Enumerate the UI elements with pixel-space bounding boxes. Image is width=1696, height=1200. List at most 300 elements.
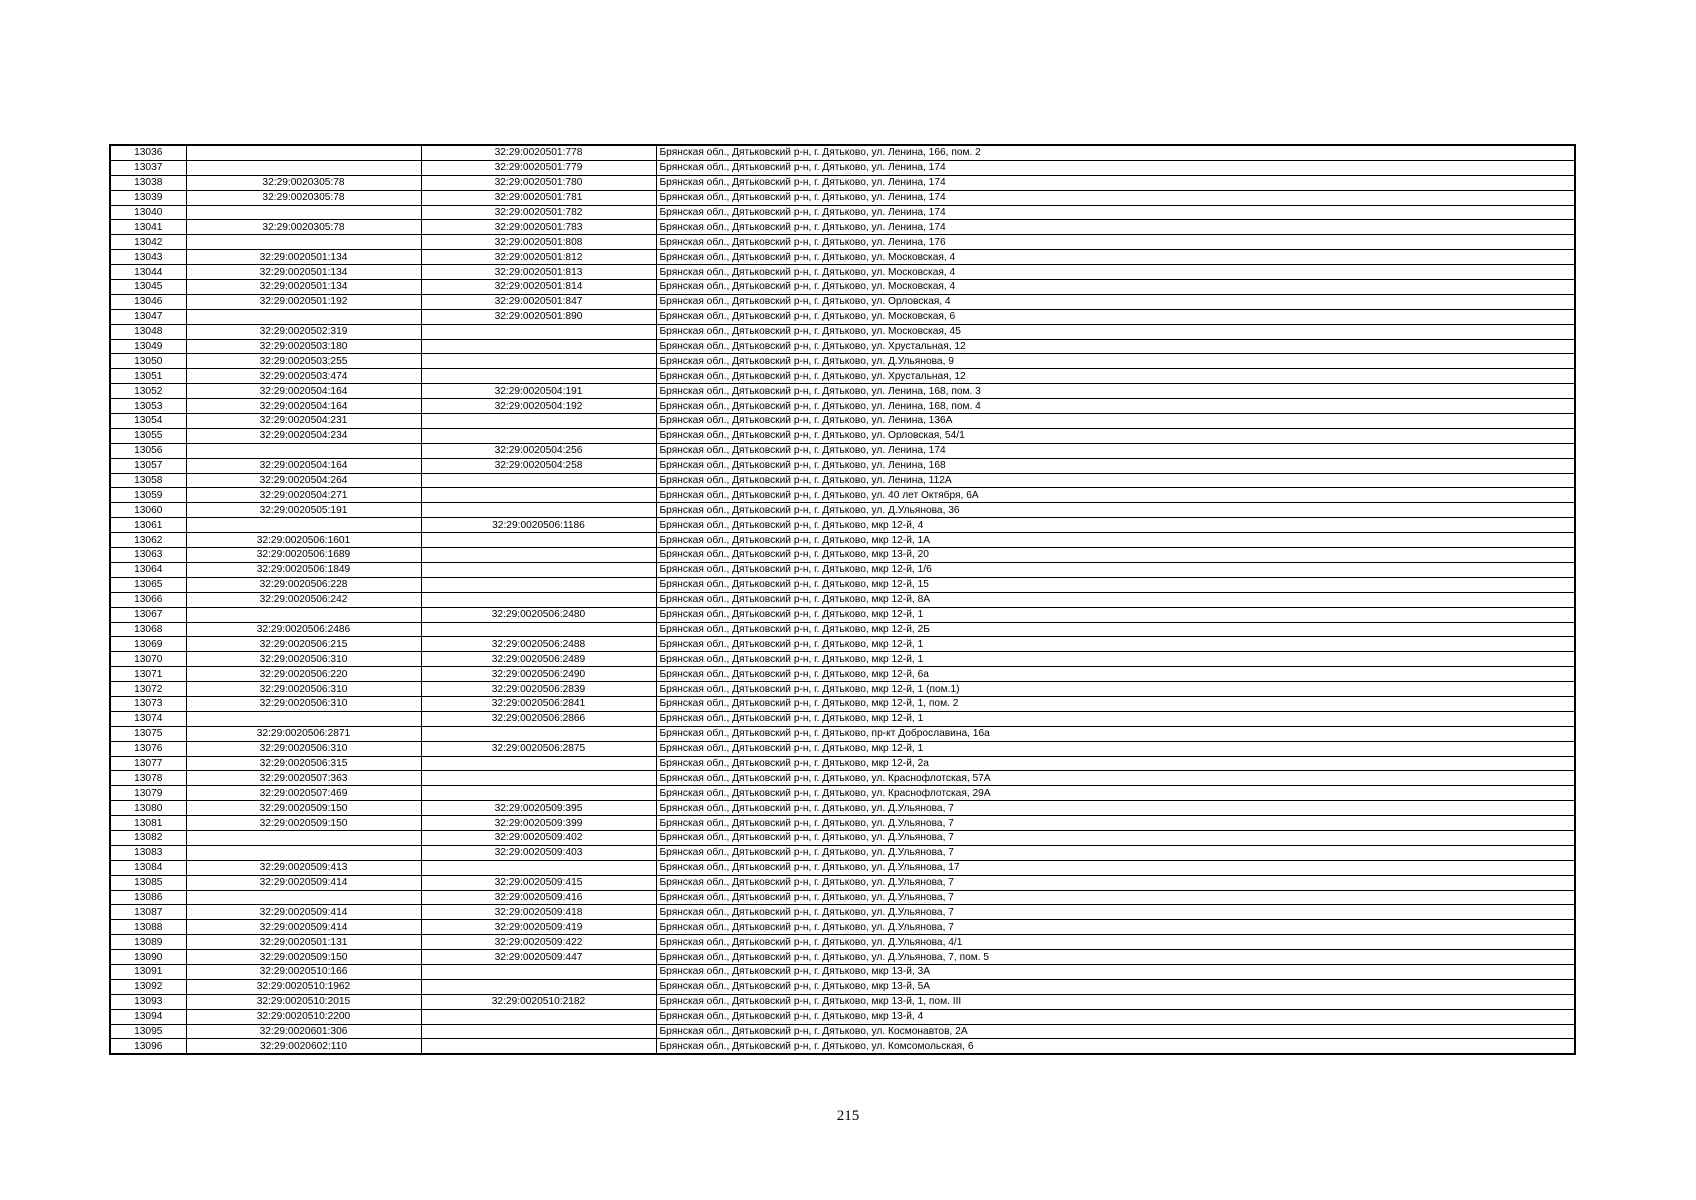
parent-cadastral-number-cell: 32:29:0020507:469 [186, 786, 421, 801]
cadastral-number-cell [421, 533, 656, 548]
table-row [110, 741, 1575, 756]
address-cell: Брянская обл., Дятьковский р-н, г. Дятьково, ул. Ленина, 176 [656, 235, 1575, 250]
address-cell: Брянская обл., Дятьковский р-н, г. Дятьково, ул. Орловская, 54/1 [656, 428, 1575, 443]
parent-cadastral-number-cell: 32:29:0020506:220 [186, 667, 421, 682]
parent-cadastral-number-cell: 32:29:0020510:2200 [186, 1009, 421, 1024]
cadastral-number-cell: 32:29:0020506:2490 [421, 667, 656, 682]
address-cell: Брянская обл., Дятьковский р-н, г. Дятьково, ул. Хрустальная, 12 [656, 339, 1575, 354]
table-row [110, 592, 1575, 607]
parent-cadastral-number-cell [186, 160, 421, 175]
table-row [110, 205, 1575, 220]
table-row [110, 979, 1575, 994]
table-row [110, 160, 1575, 175]
address-cell: Брянская обл., Дятьковский р-н, г. Дятьково, ул. Ленина, 166, пом. 2 [656, 145, 1575, 160]
address-cell: Брянская обл., Дятьковский р-н, г. Дятьково, мкр 12-й, 1 [656, 711, 1575, 726]
parent-cadastral-number-cell [186, 145, 421, 160]
cadastral-number-cell: 32:29:0020501:847 [421, 294, 656, 309]
cadastral-number-cell: 32:29:0020509:402 [421, 830, 656, 845]
parent-cadastral-number-cell [186, 518, 421, 533]
address-cell: Брянская обл., Дятьковский р-н, г. Дятьково, мкр 12-й, 1 (пом.1) [656, 682, 1575, 697]
cadastral-number-cell: 32:29:0020509:403 [421, 845, 656, 860]
row-number-cell: 13072 [110, 682, 186, 697]
table-row [110, 682, 1575, 697]
row-number-cell: 13054 [110, 414, 186, 429]
cadastral-number-cell: 32:29:0020506:2841 [421, 696, 656, 711]
table-row [110, 652, 1575, 667]
cadastral-number-cell: 32:29:0020509:418 [421, 905, 656, 920]
parent-cadastral-number-cell: 32:29:0020506:2871 [186, 726, 421, 741]
parent-cadastral-number-cell: 32:29:0020504:164 [186, 384, 421, 399]
cadastral-number-cell [421, 622, 656, 637]
row-number-cell: 13039 [110, 190, 186, 205]
table-row [110, 622, 1575, 637]
cadastral-number-cell [421, 548, 656, 563]
table-row [110, 920, 1575, 935]
parent-cadastral-number-cell: 32:29:0020503:474 [186, 369, 421, 384]
table-row [110, 428, 1575, 443]
row-number-cell: 13064 [110, 562, 186, 577]
address-cell: Брянская обл., Дятьковский р-н, г. Дятьково, ул. Ленина, 174 [656, 160, 1575, 175]
address-cell: Брянская обл., Дятьковский р-н, г. Дятьково, ул. Д.Ульянова, 7, пом. 5 [656, 950, 1575, 965]
cadastral-number-cell: 32:29:0020506:2480 [421, 607, 656, 622]
cadastral-number-cell [421, 1009, 656, 1024]
address-cell: Брянская обл., Дятьковский р-н, г. Дятьково, ул. Ленина, 174 [656, 190, 1575, 205]
address-cell: Брянская обл., Дятьковский р-н, г. Дятьково, ул. Д.Ульянова, 7 [656, 905, 1575, 920]
address-cell: Брянская обл., Дятьковский р-н, г. Дятьково, мкр 12-й, 2Б [656, 622, 1575, 637]
table-row [110, 414, 1575, 429]
table-row [110, 548, 1575, 563]
address-cell: Брянская обл., Дятьковский р-н, г. Дятьково, ул. Д.Ульянова, 7 [656, 845, 1575, 860]
table-row [110, 518, 1575, 533]
cadastral-number-cell [421, 414, 656, 429]
address-cell: Брянская обл., Дятьковский р-н, г. Дятьково, мкр 12-й, 1 [656, 652, 1575, 667]
row-number-cell: 13068 [110, 622, 186, 637]
parent-cadastral-number-cell [186, 235, 421, 250]
row-number-cell: 13048 [110, 324, 186, 339]
table-row [110, 950, 1575, 965]
address-cell: Брянская обл., Дятьковский р-н, г. Дятьково, ул. Московская, 4 [656, 250, 1575, 265]
address-cell: Брянская обл., Дятьковский р-н, г. Дятьково, ул. Д.Ульянова, 7 [656, 801, 1575, 816]
parent-cadastral-number-cell: 32:29:0020510:166 [186, 964, 421, 979]
row-number-cell: 13096 [110, 1039, 186, 1054]
cadastral-number-cell: 32:29:0020509:447 [421, 950, 656, 965]
table-row [110, 235, 1575, 250]
row-number-cell: 13086 [110, 890, 186, 905]
table-row [110, 533, 1575, 548]
table-row [110, 845, 1575, 860]
cadastral-number-cell [421, 428, 656, 443]
address-cell: Брянская обл., Дятьковский р-н, г. Дятьково, ул. Д.Ульянова, 7 [656, 875, 1575, 890]
cadastral-number-cell: 32:29:0020501:782 [421, 205, 656, 220]
parent-cadastral-number-cell: 32:29:0020504:164 [186, 399, 421, 414]
parent-cadastral-number-cell: 32:29:0020509:150 [186, 950, 421, 965]
parent-cadastral-number-cell: 32:29:0020507:363 [186, 771, 421, 786]
address-cell: Брянская обл., Дятьковский р-н, г. Дятьково, ул. Краснофлотская, 29А [656, 786, 1575, 801]
table-row [110, 250, 1575, 265]
table-row [110, 905, 1575, 920]
address-cell: Брянская обл., Дятьковский р-н, г. Дятьково, мкр 12-й, 1/6 [656, 562, 1575, 577]
parent-cadastral-number-cell: 32:29:0020506:1601 [186, 533, 421, 548]
parent-cadastral-number-cell: 32:29:0020506:1849 [186, 562, 421, 577]
parent-cadastral-number-cell [186, 205, 421, 220]
address-cell: Брянская обл., Дятьковский р-н, г. Дятьково, мкр 12-й, 6а [656, 667, 1575, 682]
cadastral-number-cell: 32:29:0020506:2488 [421, 637, 656, 652]
cadastral-number-cell [421, 354, 656, 369]
cadastral-number-cell [421, 1024, 656, 1039]
row-number-cell: 13053 [110, 399, 186, 414]
parent-cadastral-number-cell: 32:29:0020601:306 [186, 1024, 421, 1039]
row-number-cell: 13078 [110, 771, 186, 786]
cadastral-number-cell: 32:29:0020501:783 [421, 220, 656, 235]
row-number-cell: 13060 [110, 503, 186, 518]
cadastral-number-cell: 32:29:0020506:2839 [421, 682, 656, 697]
table-row [110, 1024, 1575, 1039]
row-number-cell: 13047 [110, 309, 186, 324]
cadastral-number-cell: 32:29:0020501:808 [421, 235, 656, 250]
parent-cadastral-number-cell: 32:29:0020510:1962 [186, 979, 421, 994]
cadastral-number-cell: 32:29:0020504:258 [421, 458, 656, 473]
cadastral-number-cell: 32:29:0020506:2866 [421, 711, 656, 726]
parent-cadastral-number-cell: 32:29:0020504:264 [186, 473, 421, 488]
parent-cadastral-number-cell: 32:29:0020602:110 [186, 1039, 421, 1054]
parent-cadastral-number-cell: 32:29:0020501:131 [186, 935, 421, 950]
row-number-cell: 13079 [110, 786, 186, 801]
parent-cadastral-number-cell: 32:29:0020506:2486 [186, 622, 421, 637]
row-number-cell: 13043 [110, 250, 186, 265]
table-row [110, 280, 1575, 295]
table-row [110, 145, 1575, 160]
row-number-cell: 13095 [110, 1024, 186, 1039]
address-cell: Брянская обл., Дятьковский р-н, г. Дятьково, ул. Ленина, 168 [656, 458, 1575, 473]
cadastral-number-cell: 32:29:0020504:192 [421, 399, 656, 414]
table-row [110, 488, 1575, 503]
table-row [110, 175, 1575, 190]
cadastral-number-cell: 32:29:0020501:814 [421, 280, 656, 295]
parent-cadastral-number-cell: 32:29:0020506:228 [186, 577, 421, 592]
cadastral-number-cell [421, 592, 656, 607]
row-number-cell: 13066 [110, 592, 186, 607]
cadastral-number-cell: 32:29:0020509:399 [421, 816, 656, 831]
table-row [110, 190, 1575, 205]
address-cell: Брянская обл., Дятьковский р-н, г. Дятьково, ул. Д.Ульянова, 4/1 [656, 935, 1575, 950]
parent-cadastral-number-cell: 32:29:0020506:215 [186, 637, 421, 652]
table-row [110, 696, 1575, 711]
parent-cadastral-number-cell: 32:29:0020501:134 [186, 265, 421, 280]
table-row [110, 1009, 1575, 1024]
parent-cadastral-number-cell: 32:29:0020506:310 [186, 682, 421, 697]
cadastral-number-cell [421, 503, 656, 518]
parent-cadastral-number-cell: 32:29:0020504:231 [186, 414, 421, 429]
cadastral-number-cell: 32:29:0020501:779 [421, 160, 656, 175]
cadastral-number-cell: 32:29:0020501:890 [421, 309, 656, 324]
parent-cadastral-number-cell: 32:29:0020510:2015 [186, 994, 421, 1009]
cadastral-number-cell: 32:29:0020501:812 [421, 250, 656, 265]
parent-cadastral-number-cell: 32:29:0020501:134 [186, 250, 421, 265]
row-number-cell: 13081 [110, 816, 186, 831]
cadastral-number-cell [421, 577, 656, 592]
parent-cadastral-number-cell: 32:29:0020305:78 [186, 220, 421, 235]
parent-cadastral-number-cell [186, 443, 421, 458]
address-cell: Брянская обл., Дятьковский р-н, г. Дятьково, ул. Ленина, 112А [656, 473, 1575, 488]
address-cell: Брянская обл., Дятьковский р-н, г. Дятьково, ул. 40 лет Октября, 6А [656, 488, 1575, 503]
table-row [110, 726, 1575, 741]
cadastral-number-cell [421, 473, 656, 488]
row-number-cell: 13046 [110, 294, 186, 309]
address-cell: Брянская обл., Дятьковский р-н, г. Дятьково, ул. Ленина, 174 [656, 443, 1575, 458]
parent-cadastral-number-cell: 32:29:0020509:150 [186, 801, 421, 816]
row-number-cell: 13093 [110, 994, 186, 1009]
parent-cadastral-number-cell: 32:29:0020506:310 [186, 696, 421, 711]
address-cell: Брянская обл., Дятьковский р-н, г. Дятьково, мкр 13-й, 3А [656, 964, 1575, 979]
table-row [110, 890, 1575, 905]
parent-cadastral-number-cell: 32:29:0020506:1689 [186, 548, 421, 563]
table-row [110, 473, 1575, 488]
table-row [110, 935, 1575, 950]
row-number-cell: 13038 [110, 175, 186, 190]
parent-cadastral-number-cell: 32:29:0020504:164 [186, 458, 421, 473]
parent-cadastral-number-cell: 32:29:0020506:315 [186, 756, 421, 771]
table-row [110, 458, 1575, 473]
cadastral-number-cell [421, 324, 656, 339]
row-number-cell: 13080 [110, 801, 186, 816]
row-number-cell: 13055 [110, 428, 186, 443]
table-row [110, 369, 1575, 384]
address-cell: Брянская обл., Дятьковский р-н, г. Дятьково, ул. Ленина, 174 [656, 175, 1575, 190]
cadastral-number-cell [421, 726, 656, 741]
row-number-cell: 13058 [110, 473, 186, 488]
address-cell: Брянская обл., Дятьковский р-н, г. Дятьково, ул. Ленина, 136А [656, 414, 1575, 429]
address-cell: Брянская обл., Дятьковский р-н, г. Дятьково, ул. Хрустальная, 12 [656, 369, 1575, 384]
parent-cadastral-number-cell: 32:29:0020506:310 [186, 652, 421, 667]
row-number-cell: 13089 [110, 935, 186, 950]
address-cell: Брянская обл., Дятьковский р-н, г. Дятьково, ул. Ленина, 168, пом. 3 [656, 384, 1575, 399]
row-number-cell: 13065 [110, 577, 186, 592]
address-cell: Брянская обл., Дятьковский р-н, г. Дятьково, ул. Ленина, 168, пом. 4 [656, 399, 1575, 414]
cadastral-number-cell [421, 562, 656, 577]
cadastral-number-cell [421, 979, 656, 994]
row-number-cell: 13071 [110, 667, 186, 682]
table-row [110, 562, 1575, 577]
table-row [110, 607, 1575, 622]
table-row [110, 220, 1575, 235]
table-row [110, 786, 1575, 801]
row-number-cell: 13083 [110, 845, 186, 860]
table-row [110, 294, 1575, 309]
row-number-cell: 13092 [110, 979, 186, 994]
table-row [110, 339, 1575, 354]
cadastral-number-cell: 32:29:0020501:813 [421, 265, 656, 280]
row-number-cell: 13084 [110, 860, 186, 875]
row-number-cell: 13040 [110, 205, 186, 220]
row-number-cell: 13067 [110, 607, 186, 622]
row-number-cell: 13077 [110, 756, 186, 771]
row-number-cell: 13074 [110, 711, 186, 726]
row-number-cell: 13042 [110, 235, 186, 250]
address-cell: Брянская обл., Дятьковский р-н, г. Дятьково, ул. Д.Ульянова, 7 [656, 830, 1575, 845]
address-cell: Брянская обл., Дятьковский р-н, г. Дятьково, мкр 12-й, 4 [656, 518, 1575, 533]
cadastral-number-cell [421, 786, 656, 801]
parent-cadastral-number-cell: 32:29:0020506:242 [186, 592, 421, 607]
row-number-cell: 13049 [110, 339, 186, 354]
address-cell: Брянская обл., Дятьковский р-н, г. Дятьково, мкр 12-й, 1 [656, 741, 1575, 756]
parent-cadastral-number-cell: 32:29:0020509:150 [186, 816, 421, 831]
cadastral-number-cell [421, 756, 656, 771]
page-number: 215 [836, 1108, 860, 1124]
table-row [110, 309, 1575, 324]
cadastral-number-cell: 32:29:0020504:191 [421, 384, 656, 399]
parent-cadastral-number-cell: 32:29:0020509:414 [186, 920, 421, 935]
cadastral-number-cell: 32:29:0020501:781 [421, 190, 656, 205]
parent-cadastral-number-cell: 32:29:0020509:414 [186, 905, 421, 920]
register-table-body [110, 145, 1575, 1054]
row-number-cell: 13069 [110, 637, 186, 652]
parent-cadastral-number-cell: 32:29:0020305:78 [186, 190, 421, 205]
parent-cadastral-number-cell [186, 309, 421, 324]
row-number-cell: 13036 [110, 145, 186, 160]
cadastral-number-cell [421, 488, 656, 503]
table-row [110, 860, 1575, 875]
table-row [110, 443, 1575, 458]
table-row [110, 756, 1575, 771]
cadastral-number-cell: 32:29:0020509:395 [421, 801, 656, 816]
row-number-cell: 13063 [110, 548, 186, 563]
table-row [110, 771, 1575, 786]
table-row [110, 354, 1575, 369]
row-number-cell: 13041 [110, 220, 186, 235]
cadastral-number-cell: 32:29:0020504:256 [421, 443, 656, 458]
cadastral-number-cell: 32:29:0020501:778 [421, 145, 656, 160]
address-cell: Брянская обл., Дятьковский р-н, г. Дятьково, ул. Космонавтов, 2А [656, 1024, 1575, 1039]
parent-cadastral-number-cell: 32:29:0020501:192 [186, 294, 421, 309]
cadastral-number-cell [421, 1039, 656, 1054]
table-row [110, 503, 1575, 518]
row-number-cell: 13044 [110, 265, 186, 280]
address-cell: Брянская обл., Дятьковский р-н, г. Дятьково, ул. Д.Ульянова, 7 [656, 890, 1575, 905]
address-cell: Брянская обл., Дятьковский р-н, г. Дятьково, мкр 12-й, 15 [656, 577, 1575, 592]
table-row [110, 324, 1575, 339]
parent-cadastral-number-cell [186, 890, 421, 905]
row-number-cell: 13045 [110, 280, 186, 295]
table-row [110, 964, 1575, 979]
row-number-cell: 13037 [110, 160, 186, 175]
cadastral-number-cell [421, 339, 656, 354]
parent-cadastral-number-cell: 32:29:0020505:191 [186, 503, 421, 518]
row-number-cell: 13061 [110, 518, 186, 533]
cadastral-number-cell: 32:29:0020509:422 [421, 935, 656, 950]
row-number-cell: 13062 [110, 533, 186, 548]
address-cell: Брянская обл., Дятьковский р-н, г. Дятьково, ул. Московская, 6 [656, 309, 1575, 324]
table-row [110, 994, 1575, 1009]
address-cell: Брянская обл., Дятьковский р-н, г. Дятьково, ул. Ленина, 174 [656, 205, 1575, 220]
address-cell: Брянская обл., Дятьковский р-н, г. Дятьково, ул. Д.Ульянова, 9 [656, 354, 1575, 369]
parent-cadastral-number-cell [186, 607, 421, 622]
parent-cadastral-number-cell: 32:29:0020504:271 [186, 488, 421, 503]
address-cell: Брянская обл., Дятьковский р-н, г. Дятьково, мкр 13-й, 5А [656, 979, 1575, 994]
address-cell: Брянская обл., Дятьковский р-н, г. Дятьково, ул. Орловская, 4 [656, 294, 1575, 309]
table-row [110, 816, 1575, 831]
parent-cadastral-number-cell [186, 845, 421, 860]
row-number-cell: 13057 [110, 458, 186, 473]
table-row [110, 875, 1575, 890]
address-cell: Брянская обл., Дятьковский р-н, г. Дятьково, мкр 12-й, 1А [656, 533, 1575, 548]
address-cell: Брянская обл., Дятьковский р-н, г. Дятьково, мкр 12-й, 1 [656, 607, 1575, 622]
cadastral-number-cell: 32:29:0020509:419 [421, 920, 656, 935]
parent-cadastral-number-cell: 32:29:0020503:255 [186, 354, 421, 369]
table-row [110, 801, 1575, 816]
address-cell: Брянская обл., Дятьковский р-н, г. Дятьково, мкр 13-й, 4 [656, 1009, 1575, 1024]
row-number-cell: 13056 [110, 443, 186, 458]
address-cell: Брянская обл., Дятьковский р-н, г. Дятьково, мкр 13-й, 20 [656, 548, 1575, 563]
address-cell: Брянская обл., Дятьковский р-н, г. Дятьково, ул. Комсомольская, 6 [656, 1039, 1575, 1054]
parent-cadastral-number-cell [186, 711, 421, 726]
table-row [110, 577, 1575, 592]
cadastral-number-cell [421, 771, 656, 786]
address-cell: Брянская обл., Дятьковский р-н, г. Дятьково, мкр 12-й, 8А [656, 592, 1575, 607]
parent-cadastral-number-cell: 32:29:0020509:413 [186, 860, 421, 875]
cadastral-number-cell: 32:29:0020506:2875 [421, 741, 656, 756]
parent-cadastral-number-cell: 32:29:0020305:78 [186, 175, 421, 190]
row-number-cell: 13050 [110, 354, 186, 369]
table-row [110, 384, 1575, 399]
cadastral-number-cell [421, 860, 656, 875]
row-number-cell: 13070 [110, 652, 186, 667]
row-number-cell: 13052 [110, 384, 186, 399]
cadastral-number-cell: 32:29:0020510:2182 [421, 994, 656, 1009]
address-cell: Брянская обл., Дятьковский р-н, г. Дятьково, пр-кт Доброславина, 16а [656, 726, 1575, 741]
address-cell: Брянская обл., Дятьковский р-н, г. Дятьково, ул. Ленина, 174 [656, 220, 1575, 235]
row-number-cell: 13091 [110, 964, 186, 979]
row-number-cell: 13090 [110, 950, 186, 965]
table-row [110, 667, 1575, 682]
address-cell: Брянская обл., Дятьковский р-н, г. Дятьково, мкр 12-й, 1, пом. 2 [656, 696, 1575, 711]
table-row [110, 830, 1575, 845]
parent-cadastral-number-cell [186, 830, 421, 845]
address-cell: Брянская обл., Дятьковский р-н, г. Дятьково, ул. Д.Ульянова, 36 [656, 503, 1575, 518]
address-cell: Брянская обл., Дятьковский р-н, г. Дятьково, ул. Краснофлотская, 57А [656, 771, 1575, 786]
table-row [110, 399, 1575, 414]
address-cell: Брянская обл., Дятьковский р-н, г. Дятьково, ул. Д.Ульянова, 17 [656, 860, 1575, 875]
row-number-cell: 13075 [110, 726, 186, 741]
cadastral-number-cell: 32:29:0020501:780 [421, 175, 656, 190]
parent-cadastral-number-cell: 32:29:0020506:310 [186, 741, 421, 756]
row-number-cell: 13082 [110, 830, 186, 845]
address-cell: Брянская обл., Дятьковский р-н, г. Дятьково, ул. Д.Ульянова, 7 [656, 816, 1575, 831]
parent-cadastral-number-cell: 32:29:0020504:234 [186, 428, 421, 443]
address-cell: Брянская обл., Дятьковский р-н, г. Дятьково, ул. Д.Ульянова, 7 [656, 920, 1575, 935]
row-number-cell: 13085 [110, 875, 186, 890]
row-number-cell: 13073 [110, 696, 186, 711]
cadastral-number-cell [421, 369, 656, 384]
address-cell: Брянская обл., Дятьковский р-н, г. Дятьково, ул. Московская, 45 [656, 324, 1575, 339]
property-register-table [109, 144, 1576, 1055]
table-row [110, 711, 1575, 726]
address-cell: Брянская обл., Дятьковский р-н, г. Дятьково, мкр 12-й, 2а [656, 756, 1575, 771]
cadastral-number-cell: 32:29:0020509:415 [421, 875, 656, 890]
parent-cadastral-number-cell: 32:29:0020503:180 [186, 339, 421, 354]
parent-cadastral-number-cell: 32:29:0020509:414 [186, 875, 421, 890]
address-cell: Брянская обл., Дятьковский р-н, г. Дятьково, мкр 13-й, 1, пом. III [656, 994, 1575, 1009]
table-row [110, 1039, 1575, 1054]
address-cell: Брянская обл., Дятьковский р-н, г. Дятьково, ул. Московская, 4 [656, 265, 1575, 280]
parent-cadastral-number-cell: 32:29:0020502:319 [186, 324, 421, 339]
row-number-cell: 13094 [110, 1009, 186, 1024]
cadastral-number-cell [421, 964, 656, 979]
row-number-cell: 13076 [110, 741, 186, 756]
row-number-cell: 13087 [110, 905, 186, 920]
address-cell: Брянская обл., Дятьковский р-н, г. Дятьково, мкр 12-й, 1 [656, 637, 1575, 652]
cadastral-number-cell: 32:29:0020509:416 [421, 890, 656, 905]
cadastral-number-cell: 32:29:0020506:2489 [421, 652, 656, 667]
